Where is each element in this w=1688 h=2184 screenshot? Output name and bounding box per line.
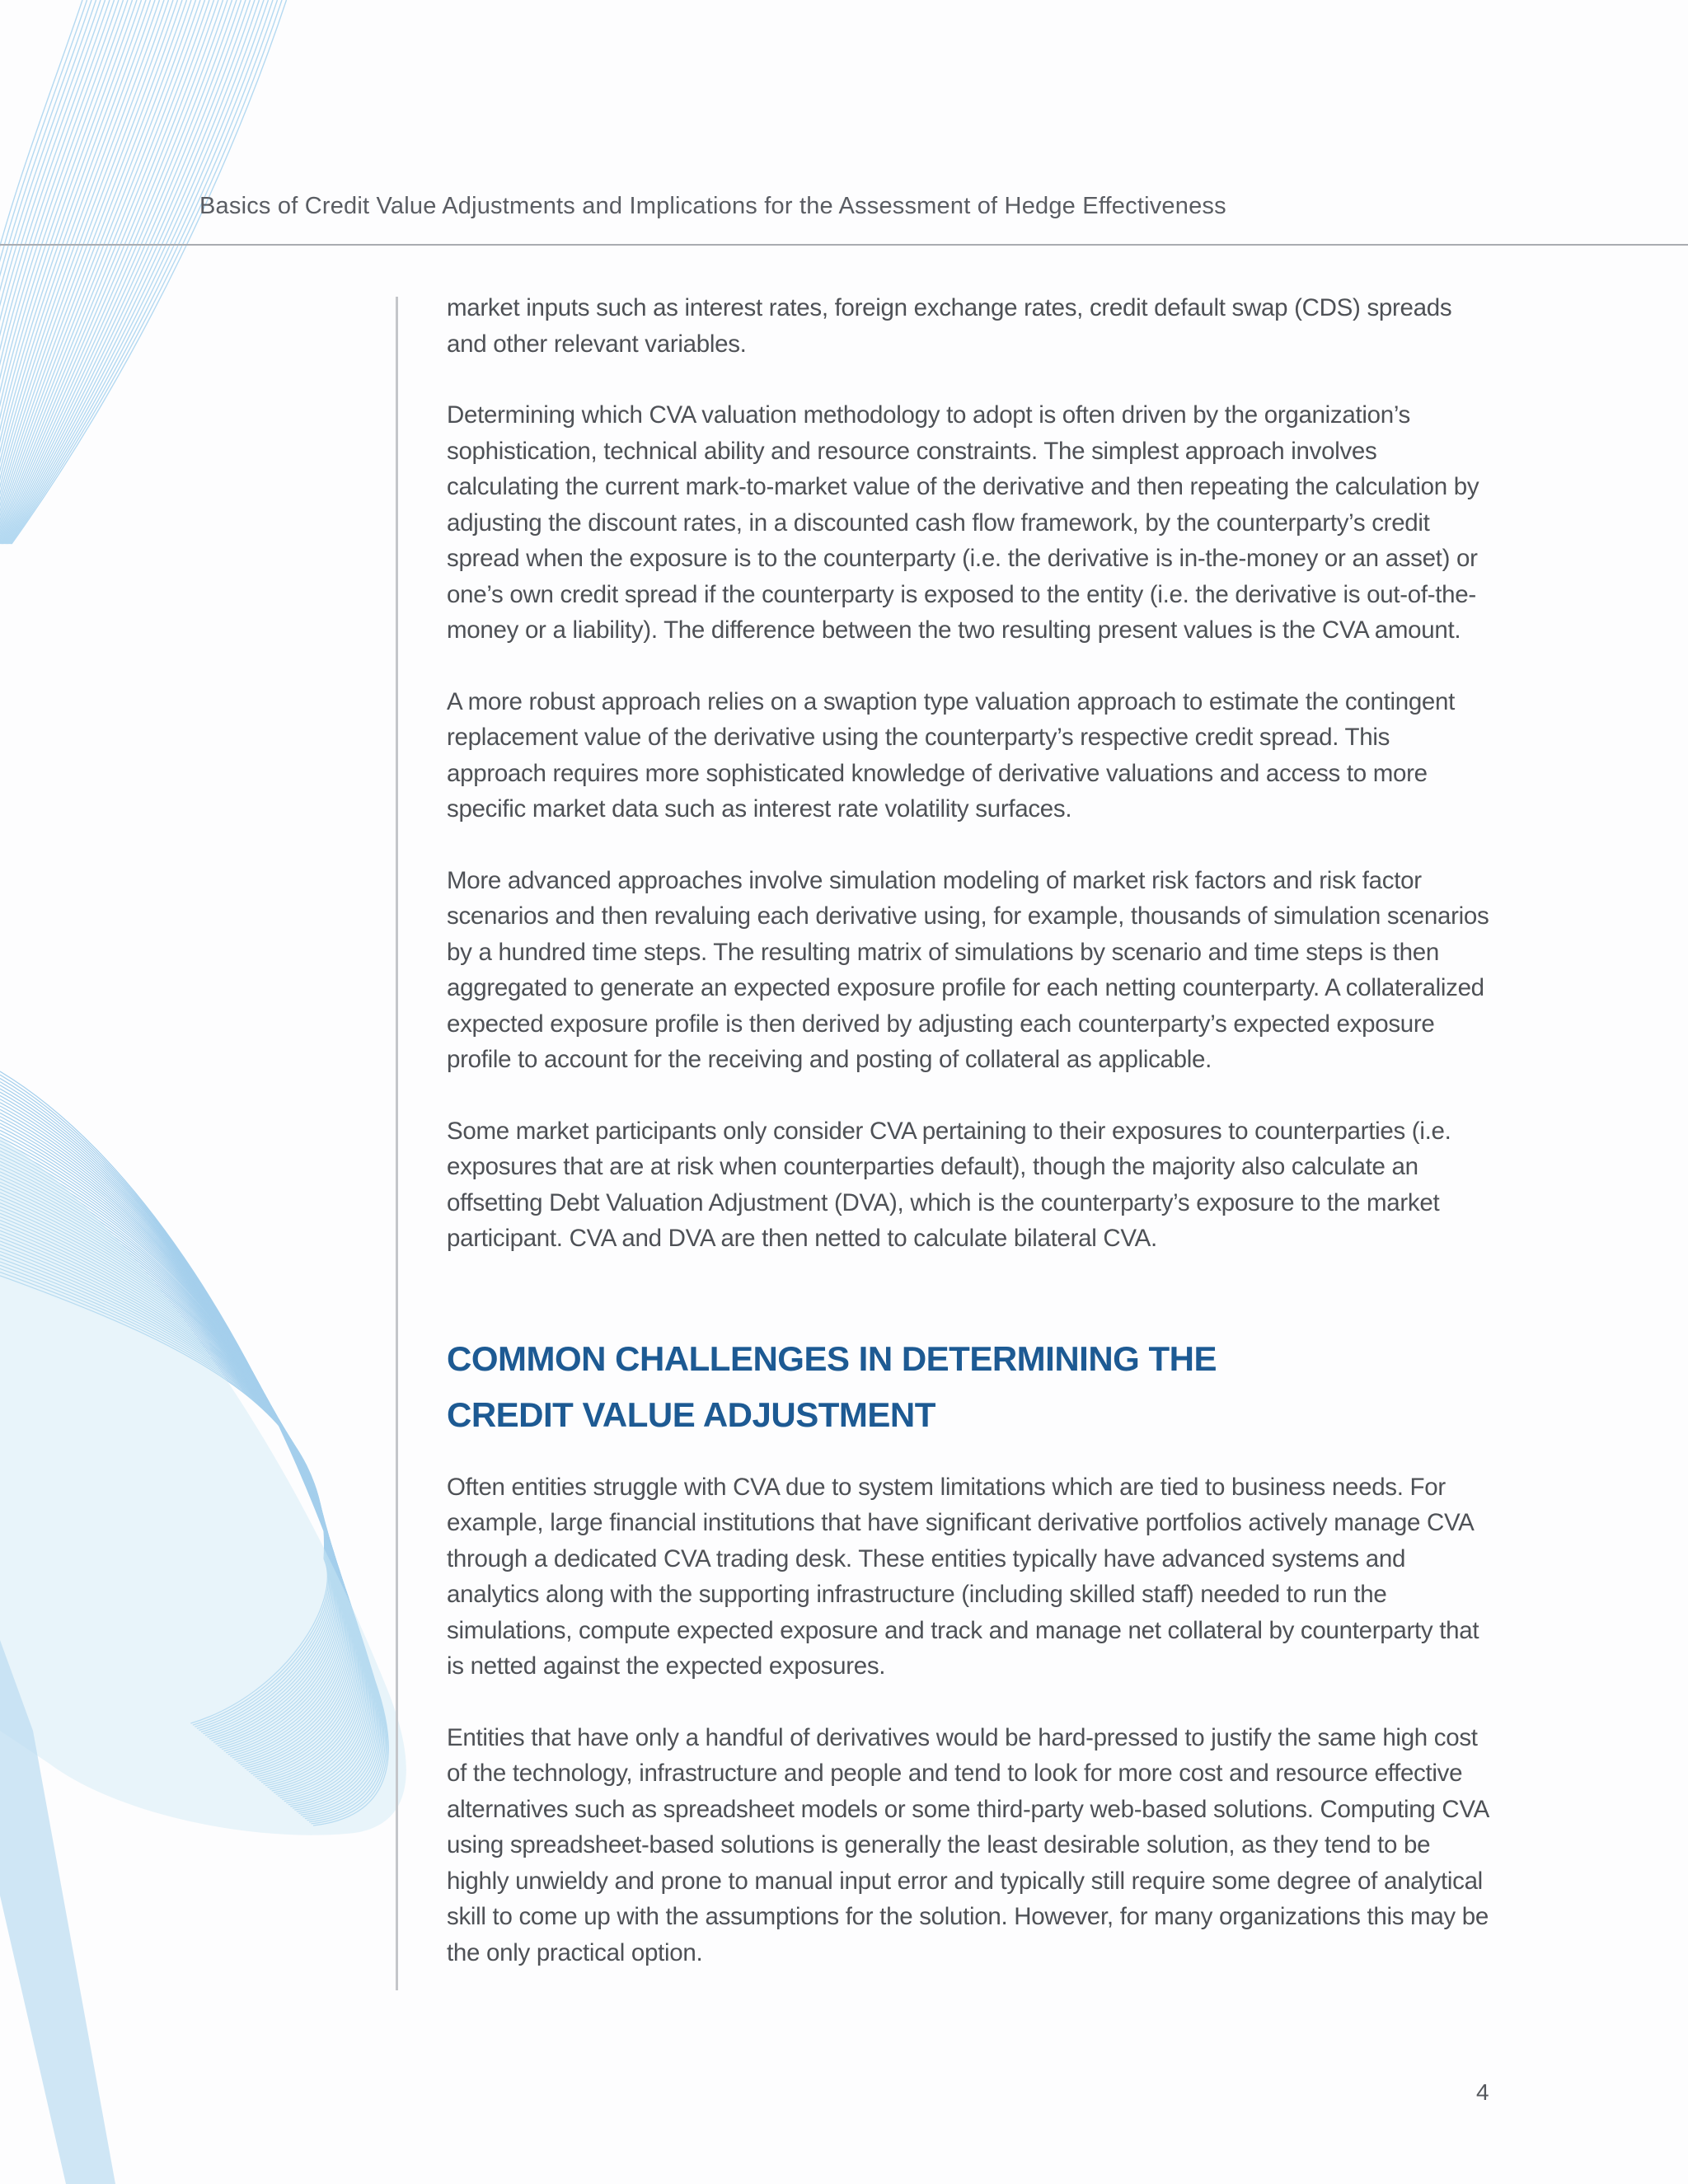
section-heading-line: CREDIT VALUE ADJUSTMENT — [447, 1394, 935, 1434]
paragraph: A more robust approach relies on a swaption type valuation approach to estimate the contingent replacement value of the derivative using the counterparty’s respective credit spread. This approach requires more sophisticated knowledge of derivative valuations and access to more specific market data such as interest rate volatility surfaces. — [447, 687, 1456, 823]
header-divider — [0, 244, 1688, 246]
section-heading-line: COMMON CHALLENGES IN DETERMINING THE — [447, 1338, 1217, 1378]
section-paragraphs — [447, 1469, 1493, 1971]
paragraph: Some market participants only consider CVA pertaining to their exposures to counterparties (i.e. exposures that are at risk when counterparties default), though the majority also calculate an offsetting Debt Valuation Adjustment (DVA), which is the counterparty’s exposure to the market participant. CVA and DVA are then netted to calculate bilateral CVA. — [447, 1117, 1451, 1252]
paragraph: market inputs such as interest rates, foreign exchange rates, credit default swap (CDS) spreads and other relevant variables. — [447, 294, 1452, 358]
running-header: Basics of Credit Value Adjustments and Implications for the Assessment of Hedge Effectiveness — [199, 193, 1226, 219]
page-number: 4 — [1476, 2079, 1489, 2105]
paragraph: More advanced approaches involve simulation modeling of market risk factors and risk factor scenarios and then revaluing each derivative using, for example, thousands of simulation scenarios by a hundred time steps. The resulting matrix of simulations by scenario and time steps is then aggregated to generate an expected exposure profile for each netting counterparty. A collateralized expected exposure profile is then derived by adjusting each counterparty’s expected exposure profile to account for the receiving and posting of collateral as applicable. — [447, 866, 1489, 1073]
left-margin-rule — [396, 297, 398, 1990]
paragraph: Determining which CVA valuation methodology to adopt is often driven by the organization’s sophistication, technical ability and resource constraints. The simplest approach involves calculating the current mark-to-market value of the derivative and then repeating the calculation by adjusting the discount rates, in a discounted cash flow framework, by the counterparty’s credit spread when the exposure is to the counterparty (i.e. the derivative is in-the-money or an asset) or one’s own credit spread if the counterparty is exposed to the entity (i.e. the derivative is out-of-the-money or a liability). The difference between the two resulting present values is the CVA amount. — [447, 401, 1479, 644]
paragraph: Entities that have only a handful of derivatives would be hard-pressed to justify the same high cost of the technology, infrastructure and people and tend to look for more cost and resource effective alternatives such as spreadsheet models or some third-party web-based solutions. Computing CVA using spreadsheet-based solutions is generally the least desirable solution, as they tend to be highly unwieldy and prone to manual input error and typically still require some degree of analytical skill to come up with the assumptions for the solution. However, for many organizations this may be the only practical option. — [447, 1723, 1489, 1966]
main-content — [447, 290, 1493, 2006]
section-heading — [447, 1257, 1493, 1469]
paragraph: Often entities struggle with CVA due to system limitations which are tied to business needs. For example, large financial institutions that have significant derivative portfolios actively manage CVA through a dedicated CVA trading desk. These entities typically have advanced systems and analytics along with the supporting infrastructure (including skilled staff) needed to run the simulations, compute expected exposure and track and manage net collateral by counterparty that is netted against the expected exposures. — [447, 1473, 1479, 1680]
intro-paragraphs — [447, 290, 1493, 1257]
